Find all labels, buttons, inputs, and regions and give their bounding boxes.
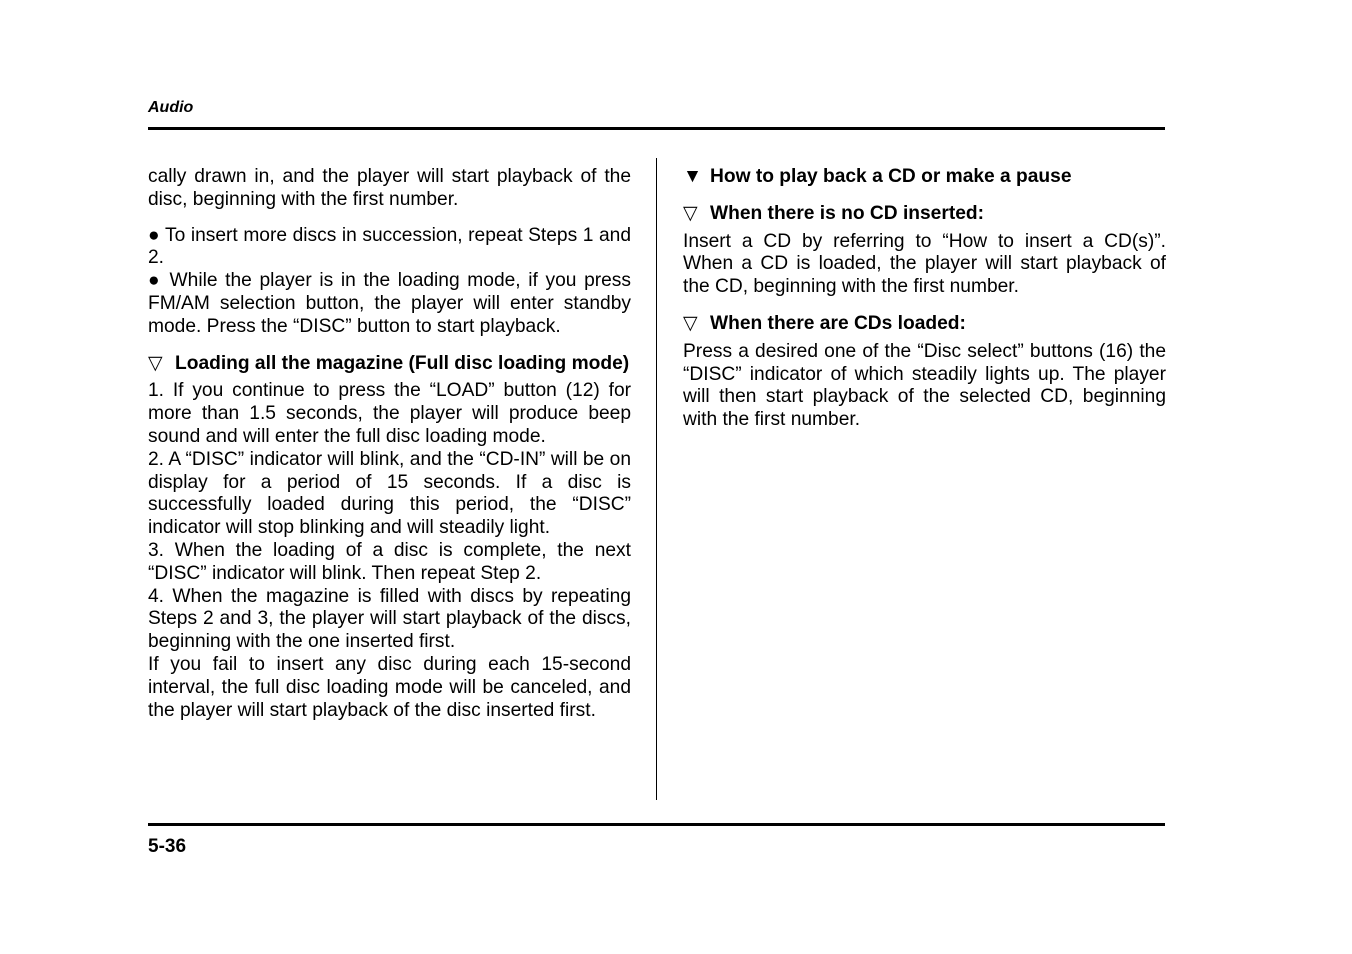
open-triangle-icon: ▽ — [148, 352, 163, 374]
left-column — [148, 166, 631, 722]
heading-play-back-cd — [683, 166, 1166, 189]
section-body: Insert a CD by referring to “How to insert a CD(s)”. When a CD is loaded, the player will start playback of the CD, beginning with the first number. — [683, 230, 1166, 298]
step-item: 3. When the loading of a disc is complete, the next “DISC” indicator will blink. Then repeat Step 2. — [148, 539, 631, 584]
subheading-no-cd — [683, 203, 1166, 226]
step-item: 1. If you continue to press the “LOAD” button (12) for more than 1.5 seconds, the player will produce beep sound and will enter the full disc loading mode. — [148, 380, 631, 447]
bullet-item: ● To insert more discs in succession, repeat Steps 1 and 2. — [148, 224, 631, 269]
subheading-cds-loaded — [683, 313, 1166, 336]
step-item: 4. When the magazine is filled with discs by repeating Steps 2 and 3, the player will start playback of the discs, beginning with the one inserted first. — [148, 585, 631, 653]
subheading-text: Loading all the magazine (Full disc loading mode) — [175, 352, 630, 374]
section-body: Press a desired one of the “Disc select” buttons (16) the “DISC” indicator of which steadily lights up. The player will then start playback of the selected CD, beginning with the first number. — [683, 340, 1166, 431]
subheading-text: When there are CDs loaded: — [710, 312, 966, 334]
page-number: 5-36 — [148, 836, 187, 857]
heading-text: How to play back a CD or make a pause — [710, 166, 1072, 187]
open-triangle-icon: ▽ — [683, 202, 698, 224]
intro-paragraph: cally drawn in, and the player will start playback of the disc, beginning with the first number. — [148, 166, 631, 210]
subheading-text: When there is no CD inserted: — [710, 202, 984, 224]
open-triangle-icon: ▽ — [683, 312, 698, 334]
closing-paragraph: If you fail to insert any disc during each 15-second interval, the full disc loading mode will be canceled, and the player will start playback of the disc inserted first. — [148, 653, 631, 721]
section-title: Audio — [148, 99, 194, 116]
header-rule — [148, 127, 1165, 130]
column-divider — [656, 158, 657, 800]
bullet-item: ● While the player is in the loading mode, if you press FM/AM selection button, the player will enter standby mode. Press the “DISC” button to start playback. — [148, 270, 631, 337]
right-column — [683, 166, 1166, 432]
solid-triangle-icon: ▼ — [683, 166, 702, 187]
footer-rule — [148, 823, 1165, 826]
subheading-full-disc-loading — [148, 353, 631, 376]
step-item: 2. A “DISC” indicator will blink, and the “CD-IN” will be on display for a period of 15 seconds. If a disc is successfully loaded during this period, the “DISC” indicator will stop blinking and will steadily light. — [148, 448, 631, 539]
